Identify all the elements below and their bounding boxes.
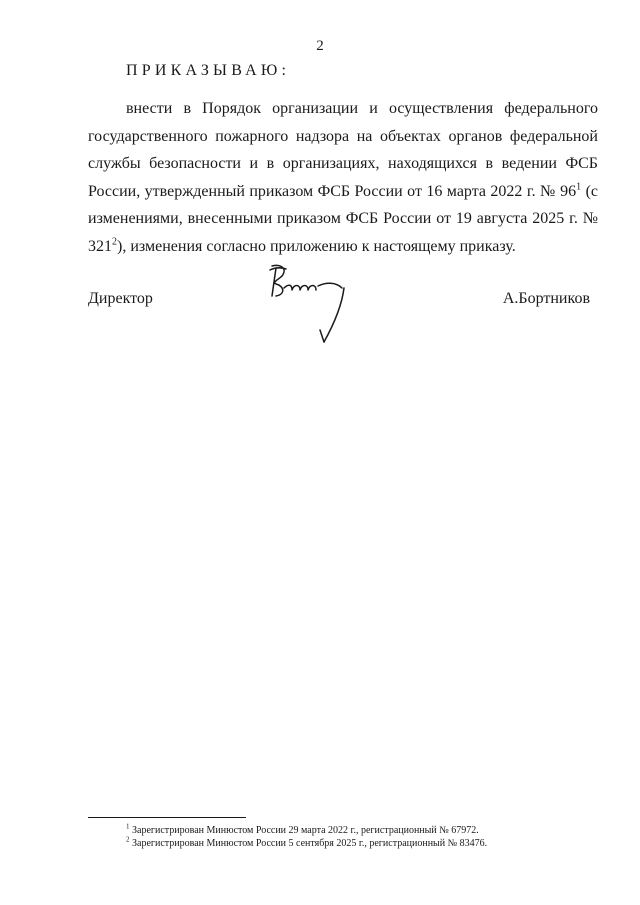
footnote-separator [88, 817, 246, 818]
footnote-marker-2: 2 [126, 835, 130, 844]
order-heading: ПРИКАЗЫВАЮ: [126, 62, 291, 79]
footnotes [126, 824, 606, 850]
footnote-2 [126, 837, 606, 850]
footnote-ref-1: 1 [576, 181, 582, 193]
footnote-text-2: Зарегистрирован Минюстом России 5 сентября 2025 г., регистрационный № 83476. [129, 838, 488, 849]
footnote-ref-2: 2 [112, 236, 117, 248]
page-number: 2 [316, 38, 324, 54]
order-body-text [88, 95, 598, 260]
handwritten-signature [262, 262, 362, 346]
footnote-text-1: Зарегистрирован Минюстом России 29 марта 2022 г., регистрационный № 67972. [129, 825, 479, 836]
signer-name: А.Бортников [502, 290, 590, 307]
footnote-marker-1: 1 [126, 822, 130, 831]
footnote-1 [126, 824, 606, 837]
order-text-part-1: внести в Порядок организации и осуществления федерального государственного пожарного надзора на объектах органов федеральной службы безопасности и в организациях, находящихся в ведении ФСБ России, утвержденный приказом ФСБ России от 16 марта 2022 г. № 96 [88, 100, 598, 200]
signer-title: Директор [88, 290, 153, 307]
order-text-part-3: ), изменения согласно приложению к настоящему приказу. [117, 237, 516, 255]
order-text-part-2: (с изменениями, внесенными приказом ФСБ России от 19 августа 2025 г. № 321 [88, 182, 598, 255]
